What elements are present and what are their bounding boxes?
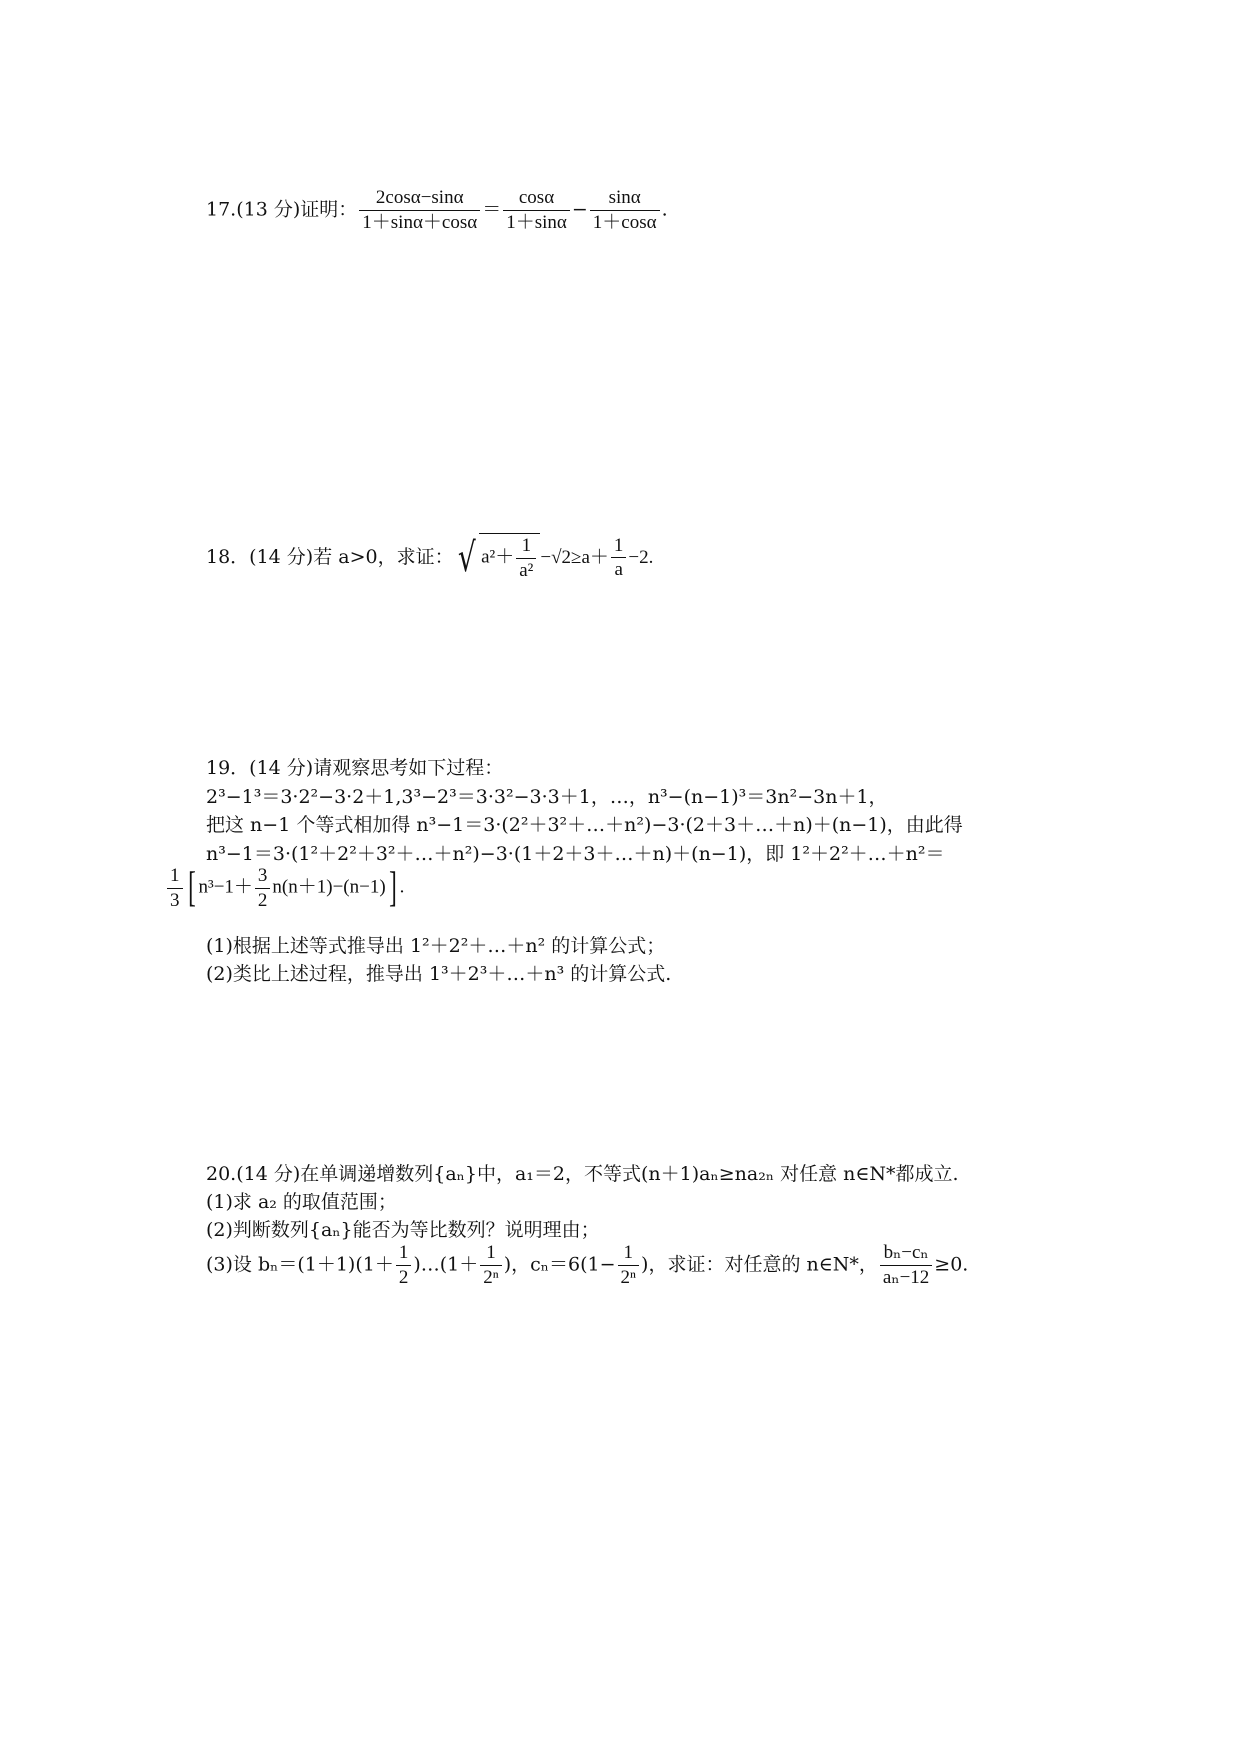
problem-17-label: 17.(13 分)证明： bbox=[206, 198, 358, 221]
problem-17: 17.(13 分)证明： $\frac{2\cos\alpha-\sin\alpha}{1+\sin\alpha+\cos\alpha}$ ＝ $\frac{\cos\alpha}{1+\sin\alpha}$ − $\frac{\sin\alpha}{1+\cos\alpha}$ . bbox=[206, 187, 668, 233]
sqrt-expression: √ a²＋ $\frac{1}{\text{a²}}$ bbox=[454, 533, 541, 583]
problem-19-formula: $\frac{1}{3}$ [ n³−1＋ $\frac{3}{2}$ n(n＋1)−(n−1)] . bbox=[165, 864, 404, 913]
problem-19-title: 19．(14 分)请观察思考如下过程： bbox=[206, 757, 504, 779]
problem-18: 18．(14 分)若 a>0，求证：√ a²＋ $\frac{1}{\text{a²}}$ −√2≥a＋ $\frac{1}{a}$ −2. bbox=[206, 534, 654, 581]
problem-20-question-1: (1)求 a₂ 的取值范围； bbox=[206, 1191, 397, 1213]
problem-19-line-3: 把这 n−1 个等式相加得 n³−1＝3·(2²＋3²＋…＋n²)−3·(2＋3＋…＋n)＋(n−1)，由此得 bbox=[206, 814, 963, 836]
right-bracket-icon: ] bbox=[388, 865, 397, 912]
problem-20-question-3: (3)设 bₙ＝(1＋1)(1＋ $\frac{1}{2}$ )…(1＋ $\frac{1}{\text{2ⁿ}}$ )，cₙ＝6(1− $\frac{1}{\text{2ⁿ}}$ )，求证：对任意的 n∈N*， $\frac{\text{bₙ−cₙ}}{\text{aₙ−12}}$ ≥0. bbox=[206, 1242, 969, 1288]
problem-19-question-2: (2)类比上述过程，推导出 1³＋2³＋…＋n³ 的计算公式. bbox=[206, 963, 672, 985]
problem-20-title: 20.(14 分)在单调递增数列{aₙ}中，a₁＝2，不等式(n＋1)aₙ≥na₂ₙ 对任意 n∈N*都成立. bbox=[206, 1163, 959, 1185]
fraction-1-over-a: $\frac{1}{a}$ bbox=[611, 534, 627, 583]
radical-sign-icon: √ bbox=[457, 534, 476, 581]
fraction-1: $\frac{2\cos\alpha-\sin\alpha}{1+\sin\alpha+\cos\alpha}$ bbox=[359, 186, 480, 235]
problem-19-question-1: (1)根据上述等式推导出 1²＋2²＋…＋n² 的计算公式； bbox=[206, 935, 666, 957]
left-bracket-icon: [ bbox=[187, 865, 196, 912]
problem-19-line-2: 2³−1³＝3·2²−3·2＋1,3³−2³＝3·3²−3·3＋1，…，n³−(n−1)³＝3n²−3n＋1， bbox=[206, 786, 888, 808]
fraction-2: $\frac{\cos\alpha}{1+\sin\alpha}$ bbox=[503, 186, 570, 235]
problem-20-question-2: (2)判断数列{aₙ}能否为等比数列？说明理由； bbox=[206, 1219, 600, 1241]
problem-18-label: 18．(14 分)若 a>0，求证： bbox=[206, 545, 454, 568]
fraction-3: $\frac{\sin\alpha}{1+\cos\alpha}$ bbox=[590, 186, 660, 235]
problem-19-line-4: n³−1＝3·(1²＋2²＋3²＋…＋n²)−3·(1＋2＋3＋…＋n)＋(n−1)，即 1²＋2²＋…＋n²＝ bbox=[206, 843, 945, 865]
